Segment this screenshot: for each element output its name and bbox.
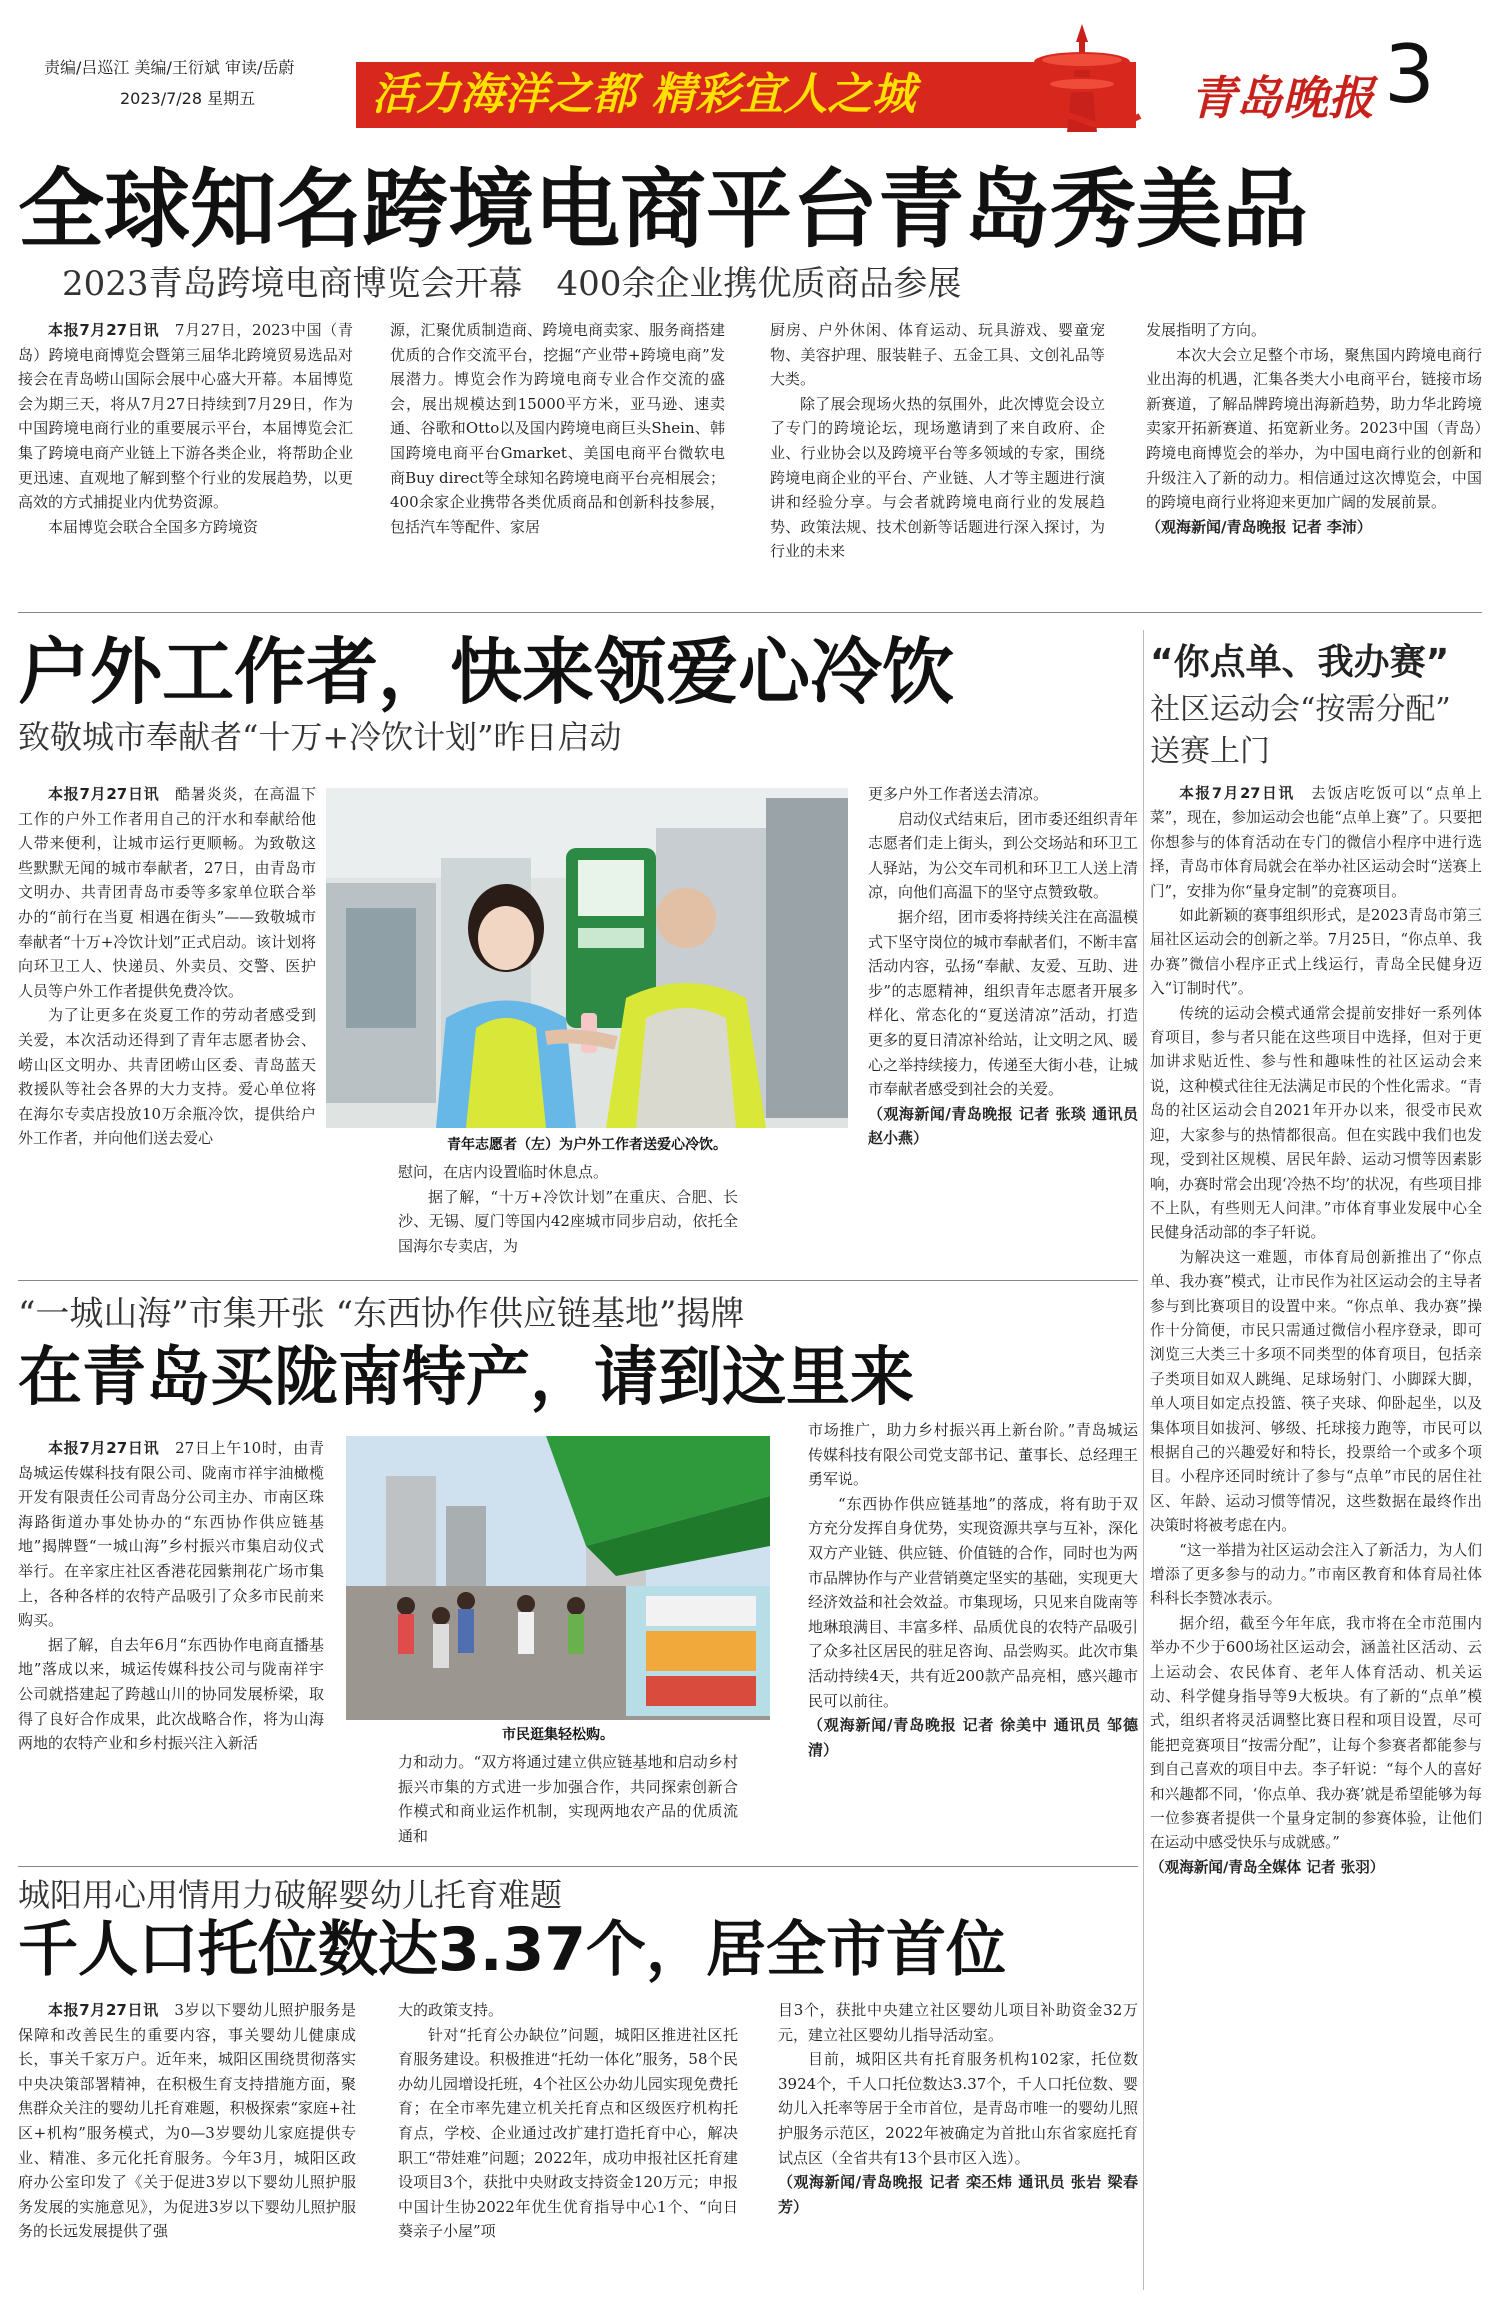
sidebar-text3: 传统的运动会模式通常会提前安排好一系列体育项目，参与者只能在这些项目中选择，但对于更加讲求贴近性、参与性和趣味性的社区运动会来说，这种模式往往无法满足市民的个性化需求。“青岛的社区运动会自2021年开办以来，很受市民欢迎，大家参与的热情都很高。但在实践中我们也发现，受到社区规模、居民年龄、运动习惯等因素影响，办赛时常会出现‘冷热不均’的状况，有些项目排不上队，有些则无人问津。”市体育事业发展中心全民健身活动部的李子轩说。 (1150, 1004, 1482, 1242)
article4-kicker: 城阳用心用情用力破解婴幼儿托育难题 (18, 1876, 563, 1914)
sidebar-text5: “这一举措为社区运动会注入了新活力，为人们增添了更多参与的动力。”市南区教育和体育局社体科科长李赞冰表示。 (1150, 1541, 1482, 1608)
article2-byline: （观海新闻/青岛晚报 记者 张琰 通讯员 赵小燕） (868, 1104, 1138, 1148)
article3-photo (346, 1436, 770, 1720)
article3-text3b: “东西协作供应链基地”的落成，将有助于双方充分发挥自身优势，实现资源共享与互补，深化双方产业链、供应链、价值链的合作，同时也为两市品牌协作与产业营销奠定坚实的基础，实现更大经济效益和社会效益。市集现场，只见来自陇南等地琳琅满目、丰富多样、品质优良的农特产品吸引了众多社区居民的驻足咨询、品尝购买。此次市集活动持续4天，共有近200款产品亮相，感兴趣市民可以前往。 (808, 1494, 1138, 1710)
article2-text1: 酷暑炎炎，在高温下工作的户外工作者用自己的汗水和奉献给他人带来便利，让城市运行更顺畅。为致敬这些默默无闻的城市奉献者，27日，由青岛市文明办、共青团青岛市委等多家单位联合举办的“前行在当夏 相遇在街头”——致敬城市奉献者“十万+冷饮计划”正式启动。该计划将向环卫工人、快递员、外卖员、交警、医护人员等户外工作者提供免费冷饮。 (18, 785, 316, 1000)
article1-text4: 发展指明了方向。 (1146, 321, 1267, 339)
article2-text2: 慰问，在店内设置临时休息点。 (398, 1163, 609, 1181)
article1-col1 (18, 318, 353, 596)
article4-text3: 目3个，获批中央建立社区婴幼儿项目补助资金32万元，建立社区婴幼儿指导活动室。 (778, 2001, 1138, 2044)
article2-col3 (868, 782, 1138, 1270)
article1-text2: 源，汇聚优质制造商、跨境电商卖家、服务商搭建优质的合作交流平台，挖掘“产业带+跨境电商”发展潜力。博览会作为跨境电商专业合作交流的盛会，展出规模达到15000平方米，亚马逊、速卖通、谷歌和Otto以及国内跨境电商巨头Shein、韩国跨境电商平台Gmarket、美国电商平台微软电商Buy direct等全球知名跨境电商平台亮相展会；400余家企业携带各类优质商品和创新科技参展，包括汽车等配件、家居 (390, 321, 725, 536)
article1-byline: （观海新闻/青岛晚报 记者 李沛） (1146, 517, 1372, 536)
article3-col2 (398, 1750, 738, 1856)
article2-photo (326, 788, 848, 1128)
sidebar-text4: 为解决这一难题，市体育局创新推出了“你点单、我办赛”模式，让市民作为社区运动会的主导者参与到比赛项目的设置中来。“你点单、我办赛”操作十分简便，市民只需通过微信小程序登录，即可浏览三大类三十多项不同类型的体育项目，包括亲子类项目如双人跳绳、足球场射门、小脚踩大脚，单人项目如定点投篮、筷子夹球、仰卧起坐，以及集体项目如拔河、够级、托球接力跑等，市民可以根据自己的兴趣爱好和特长，投票给一个或多个项目。小程序还同时统计了参与“点单”市民的居住社区、年龄、运动习惯等情况，这些数据在最终作出决策时将被考虑在内。 (1150, 1248, 1482, 1535)
article1-col2 (390, 318, 725, 596)
header-editors: 责编/吕巡江 美编/王衍斌 审读/岳蔚 (44, 58, 295, 77)
sidebar-headline1: “你点单、我办赛” (1150, 642, 1450, 683)
sidebar-headline3: 送赛上门 (1150, 734, 1270, 769)
article4-col2 (398, 1998, 738, 2298)
article3-headline: 在青岛买陇南特产，请到这里来 (18, 1341, 914, 1415)
sidebar-byline: （观海新闻/青岛全媒体 记者 张羽） (1150, 1858, 1385, 1876)
article3-byline: （观海新闻/青岛晚报 记者 徐美中 通讯员 邹德清） (808, 1716, 1138, 1759)
article1-col4 (1146, 318, 1482, 596)
article3-text2: 力和动力。“双方将通过建立供应链基地和启动乡村振兴市集的方式进一步加强合作，共同探索创新合作模式和商业运作机制，实现两地农产品的优质流通和 (398, 1753, 738, 1845)
article2-col2 (398, 1160, 738, 1270)
sidebar-text1: 去饭店吃饭可以“点单上菜”，现在，参加运动会也能“点单上赛”了。只要把你想参与的体育活动在专门的微信小程序中进行选择，青岛市体育局就会在举办社区运动会时“送赛上门”，安排为你“量身定制”的竞赛项目。 (1150, 785, 1482, 900)
article3-text1b: 据了解，自去年6月“东西协作电商直播基地”落成以来，城运传媒科技公司与陇南祥宇公司就搭建起了跨越山川的协同发展桥梁，取得了良好合作成果，此次战略合作，将为山海两地的农特产业和乡村振兴注入新活 (18, 1635, 324, 1753)
article2-text1b: 为了让更多在炎夏工作的劳动者感受到关爱，本次活动还得到了青年志愿者协会、崂山区文明办、共青团崂山区委、青岛蓝天救援队等社会各界的大力支持。爱心单位将在海尔专卖店投放10万余瓶冷饮，提供给户外工作者，并向他们送去爱心 (18, 1006, 316, 1148)
slogan-text: 活力海洋之都 精彩宜人之城 (372, 69, 916, 120)
article3-text1: 27日上午10时，由青岛城运传媒科技有限公司、陇南市祥宇油橄榄开发有限责任公司青岛分公司主办、市南区珠海路街道办事处协办的“东西协作供应链基地”揭牌暨“一城山海”乡村振兴市集启动仪式举行。在辛家庄社区香港花园紫荆花广场市集上，各种各样的农特产品吸引了众多市民前来购买。 (18, 1439, 324, 1630)
article1-text4b: 本次大会立足整个市场，聚焦国内跨境电商行业出海的机遇，汇集各类大小电商平台，链接市场新赛道，了解品牌跨境出海新趋势，助力华北跨境卖家开拓新赛道、拓宽新业务。2023中国（青岛）跨境电商博览会的举办，为中国电商行业的创新和升级注入了新的动力。相信通过这次博览会，中国的跨境电商行业将迎来更加广阔的发展前景。 (1146, 345, 1482, 512)
article1-subheadline: 2023青岛跨境电商博览会开幕 400余企业携优质商品参展 (62, 264, 962, 304)
article2-text2b: 据了解，“十万+冷饮计划”在重庆、合肥、长沙、无锡、厦门等国内42座城市同步启动，依托全国海尔专卖店，为 (398, 1187, 738, 1255)
article2-text3c: 据介绍，团市委将持续关注在高温模式下坚守岗位的城市奉献者们，不断丰富活动内容，弘扬“奉献、友爱、互助、进步”的志愿精神，组织青年志愿者开展多样化、常态化的“夏送清凉”活动，打造更多的夏日清凉补给站，让文明之风、暖心之举持续接力，传递至大街小巷，让城市奉献者感受到社会的关爱。 (868, 907, 1138, 1099)
article2-col1 (18, 782, 316, 1270)
sidebar-rule (1143, 630, 1144, 2290)
article1-headline: 全球知名跨境电商平台青岛秀美品 (18, 160, 1308, 260)
article4-text1: 3岁以下婴幼儿照护服务是保障和改善民生的重要内容，事关婴幼儿健康成长，事关千家万户。近年来，城阳区围绕贯彻落实中央决策部署精神，在积极生育支持措施方面，聚焦群众关注的婴幼儿托育难题，积极探索“家庭+社区+机构”服务模式，为0—3岁婴幼儿家庭提供专业、精准、多元化托育服务。今年3月，城阳区政府办公室印发了《关于促进3岁以下婴幼儿照护服务发展的实施意见》，为促进3岁以下婴幼儿照护服务的长远发展提供了强 (18, 2001, 356, 2241)
article1-col3 (770, 318, 1105, 596)
paper-name: 青岛晚报 (1190, 71, 1374, 125)
article4-text3b: 目前，城阳区共有托育服务机构102家，托位数3924个，千人口托位数达3.37个，千人口托位数、婴幼儿入托率等居于全市首位，是青岛市唯一的婴幼儿照护服务示范区，2022年被确定为首批山东省家庭托育试点区（全省共有13个县市区入选）。 (778, 2050, 1138, 2167)
article1-lead: 本报7月27日讯 (48, 321, 160, 339)
sidebar-lead: 本报7月27日讯 (1179, 785, 1295, 802)
article3-photo-caption: 市民逛集轻松购。 (502, 1727, 614, 1743)
divider-2 (18, 1280, 1138, 1281)
article2-lead: 本报7月27日讯 (48, 785, 160, 803)
article4-headline: 千人口托位数达3.37个，居全市首位 (18, 1915, 1007, 1985)
article3-col1 (18, 1436, 324, 1856)
divider-1 (18, 612, 1482, 613)
article4-text2b: 针对“托育公办缺位”问题，城阳区推进社区托育服务建设。积极推进“托幼一体化”服务，58个民办幼儿园增设托班，4个社区公办幼儿园实现免费托育；在全市率先建立机关托育点和区级医疗机构托育点，学校、企业通过改扩建打造托育中心，解决职工“带娃难”问题；2022年，成功申报社区托育建设项目3个，获批中央财政支持资金120万元；申报中国计生协2022年优生优育指导中心1个、“向日葵亲子小屋”项 (398, 2025, 738, 2241)
article2-photo-caption: 青年志愿者（左）为户外工作者送爱心冷饮。 (447, 1137, 727, 1153)
article1-text1b: 本届博览会联合全国多方跨境资 (48, 517, 259, 536)
article4-lead: 本报7月27日讯 (48, 2001, 159, 2019)
page-number: 3 (1384, 28, 1435, 121)
tower-logo-icon (1015, 20, 1150, 138)
sidebar-text2: 如此新颖的赛事组织形式，是2023青岛市第三届社区运动会的创新之举。7月25日，“你点单、我办赛”微信小程序正式上线运行，青岛全民健身迈入“订制时代”。 (1150, 907, 1482, 998)
sidebar-text6: 据介绍，截至今年年底，我市将在全市范围内举办不少于600场社区运动会，涵盖社区活动、云上运动会、农民体育、老年人体育活动、机关运动、科学健身指导等9大板块。有了新的“点单”模式，组织者将灵活调整比赛日程和项目设置，尽可能把竞赛项目“按需分配”，让每个参赛者都能参与到自己喜欢的项目中去。李子轩说：“每个人的喜好和兴趣都不同，‘你点单、我办赛’就是希望能够为每一位参赛者提供一个量身定制的参赛体验，让他们在运动中感受快乐与成就感。” (1150, 1614, 1482, 1852)
sidebar-body (1150, 782, 1482, 2292)
article4-col3 (778, 1998, 1138, 2298)
article2-subheadline: 致敬城市奉献者“十万+冷饮计划”昨日启动 (18, 718, 622, 756)
article2-text3: 更多户外工作者送去清凉。 (868, 785, 1049, 803)
article3-text3: 市场推广，助力乡村振兴再上新台阶。”青岛城运传媒科技有限公司党支部书记、董事长、总经理王勇军说。 (808, 1421, 1138, 1489)
header-date: 2023/7/28 星期五 (120, 89, 256, 108)
article3-col3 (808, 1418, 1138, 1856)
article3-lead: 本报7月27日讯 (48, 1439, 160, 1457)
article2-text3b: 启动仪式结束后，团市委还组织青年志愿者们走上街头，到公交场站和环卫工人驿站，为公交车司机和环卫工人送上清凉，向他们高温下的坚守点赞致敬。 (868, 809, 1138, 902)
article2-headline: 户外工作者，快来领爱心冷饮 (18, 630, 955, 714)
article1-text1: 7月27日，2023中国（青岛）跨境电商博览会暨第三届华北跨境贸易选品对接会在青岛崂山国际会展中心盛大开幕。本届博览会为期三天，将从7月27日持续到7月29日，作为中国跨境电商行业的重要展示平台，本届博览会汇集了跨境电商产业链上下游各类企业，将帮助企业更迅速、直观地了解到整个行业的发展趋势，以更高效的方式捕捉业内优势资源。 (18, 321, 353, 512)
article4-text2: 大的政策支持。 (398, 2001, 504, 2019)
article1-text3b: 除了展会现场火热的氛围外，此次博览会设立了专门的跨境论坛，现场邀请到了来自政府、企业、行业协会以及跨境平台等多领域的专家，围绕跨境电商企业的平台、产业链、人才等主题进行演讲和经验分享。与会者就跨境电商行业的发展趋势、政策法规、技术创新等话题进行深入探讨，为行业的未来 (770, 394, 1105, 561)
article4-byline: （观海新闻/青岛晚报 记者 栾丕炜 通讯员 张岩 梁春芳） (778, 2173, 1138, 2216)
sidebar-headline2: 社区运动会“按需分配” (1150, 692, 1451, 727)
divider-3 (18, 1866, 1138, 1867)
article4-col1 (18, 1998, 356, 2298)
article1-text3: 厨房、户外休闲、体育运动、玩具游戏、婴童宠物、美容护理、服装鞋子、五金工具、文创礼品等大类。 (770, 321, 1105, 389)
article3-kicker: “一城山海”市集开张 “东西协作供应链基地”揭牌 (18, 1294, 745, 1334)
